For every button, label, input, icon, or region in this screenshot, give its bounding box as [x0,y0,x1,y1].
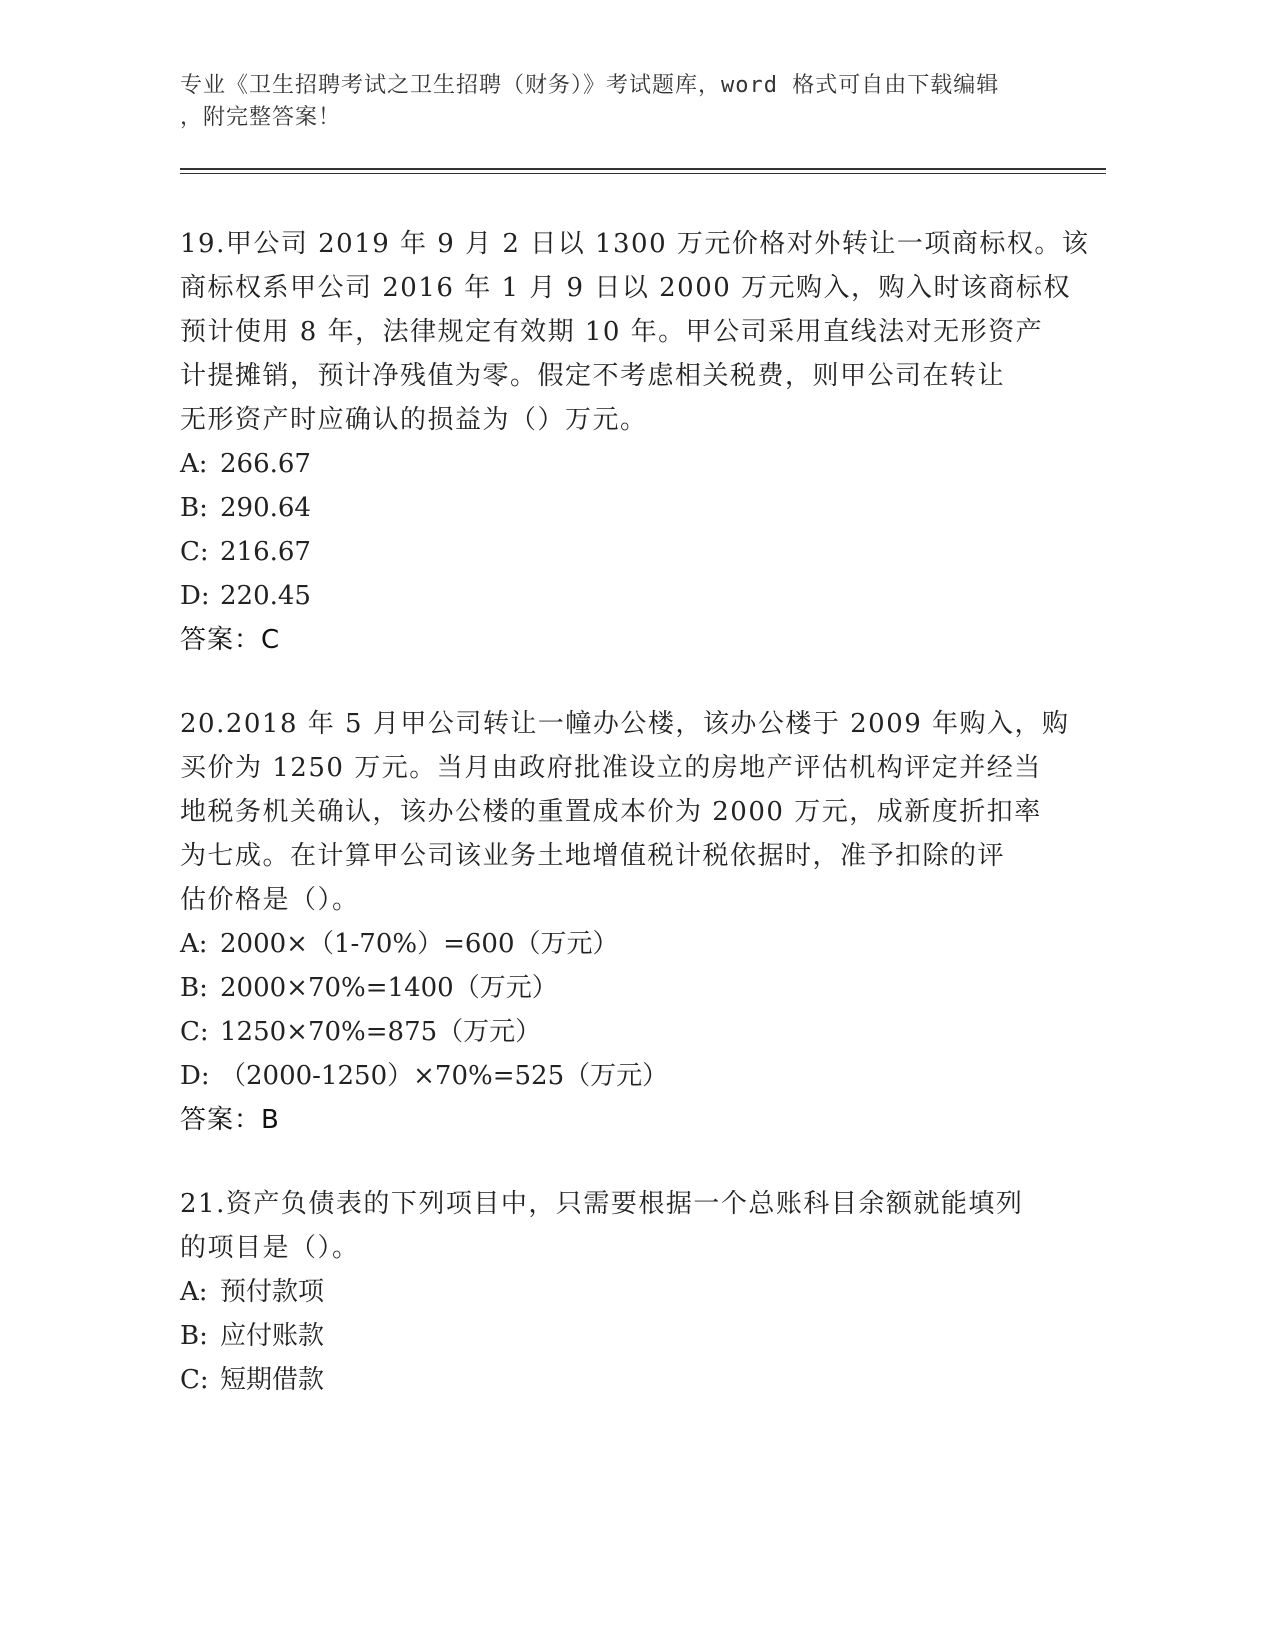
option-letter: B: [180,973,208,1003]
answer-line: 答案：B [180,1105,280,1135]
question-stem-line: 21.资产负债表的下列项目中，只需要根据一个总账科目余额就能填列 [180,1189,1024,1219]
question-stem-line: 预计使用 8 年，法律规定有效期 10 年。甲公司采用直线法对无形资产 [180,317,1044,347]
option-text: 220.45 [220,581,311,611]
question-stem-line: 20.2018 年 5 月甲公司转让一幢办公楼，该办公楼于 2009 年购入，购 [180,709,1070,739]
option-letter: A: [180,929,208,959]
option-letter: B: [180,493,208,523]
option-text: 266.67 [220,449,311,479]
option-b [180,1314,1040,1358]
document-header [180,70,1060,134]
header-line-1: 专业《卫生招聘考试之卫生招聘（财务）》考试题库，word 格式可自由下载编辑 [180,73,1000,98]
option-text: 预付款项 [220,1277,325,1307]
question-stem-line: 买价为 1250 万元。当月由政府批准设立的房地产评估机构评定并经当 [180,753,1042,783]
option-text: 2000×（1-70%）=600（万元） [220,929,619,959]
option-letter: A: [180,1277,208,1307]
option-b [180,966,1040,1010]
question-21 [180,1182,1040,1402]
question-stem-line: 为七成。在计算甲公司该业务土地增值税计税依据时，准予扣除的评 [180,841,1006,871]
question-19 [180,222,1090,662]
header-divider-thin [180,173,1106,174]
option-a [180,442,1040,486]
question-stem-line: 计提摊销，预计净残值为零。假定不考虑相关税费，则甲公司在转让 [180,361,1006,391]
question-stem-line: 的项目是（）。 [180,1233,360,1263]
option-a [180,922,1040,966]
option-c [180,530,1040,574]
question-stem-line: 无形资产时应确认的损益为（）万元。 [180,405,648,435]
header-divider-thick [180,168,1106,170]
option-text: （2000-1250）×70%=525（万元） [220,1061,669,1091]
option-text: 2000×70%=1400（万元） [220,973,558,1003]
option-c [180,1358,1040,1402]
option-a [180,1270,1040,1314]
question-stem-line: 地税务机关确认，该办公楼的重置成本价为 2000 万元，成新度折扣率 [180,797,1042,827]
option-c [180,1010,1040,1054]
option-letter: A: [180,449,208,479]
option-letter: D: [180,1061,210,1091]
option-d [180,574,1040,618]
question-stem-line: 估价格是（）。 [180,885,360,915]
option-letter: C: [180,537,209,567]
option-text: 应付账款 [220,1321,325,1351]
answer-line: 答案：C [180,625,281,655]
question-20 [180,702,1070,1142]
option-letter: C: [180,1365,209,1395]
option-text: 1250×70%=875（万元） [220,1017,542,1047]
option-letter: C: [180,1017,209,1047]
option-text: 短期借款 [220,1365,325,1395]
question-stem-line: 19.甲公司 2019 年 9 月 2 日以 1300 万元价格对外转让一项商标权。该 [180,229,1090,259]
option-text: 290.64 [220,493,311,523]
option-letter: B: [180,1321,208,1351]
option-text: 216.67 [220,537,311,567]
question-stem-line: 商标权系甲公司 2016 年 1 月 9 日以 2000 万元购入，购入时该商标权 [180,273,1072,303]
option-d [180,1054,1040,1098]
header-line-2: ，附完整答案！ [180,105,342,130]
option-letter: D: [180,581,210,611]
option-b [180,486,1040,530]
